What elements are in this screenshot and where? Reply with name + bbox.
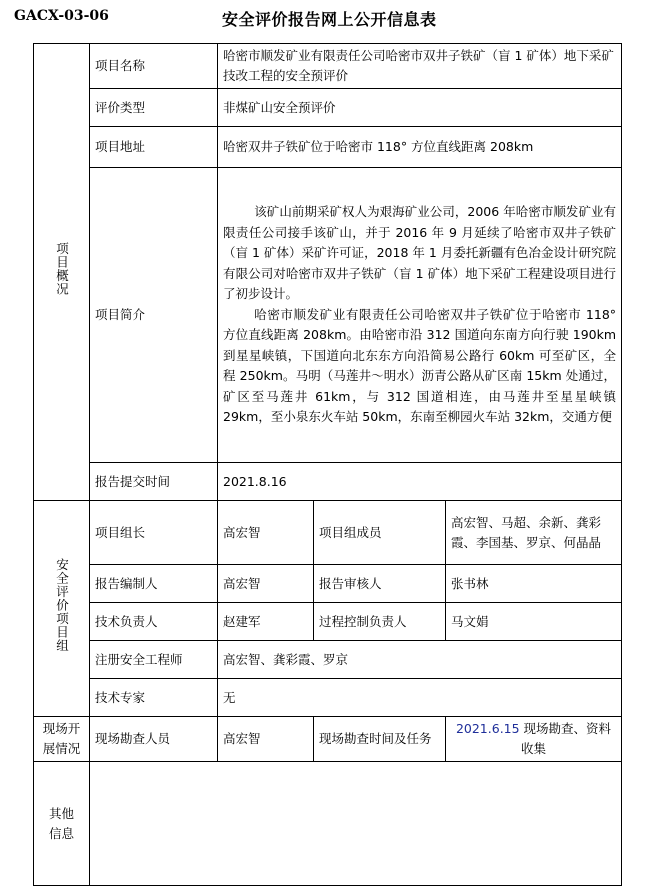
members-value: 高宏智、马超、余新、龚彩霞、李国基、罗京、何晶晶 — [446, 501, 622, 565]
survey-date: 2021.6.15 — [455, 721, 520, 736]
expert-label: 技术专家 — [90, 679, 218, 717]
surveyor-value: 高宏智 — [218, 717, 314, 762]
section-team-label: 安全评价项目组 — [54, 558, 70, 653]
leader-label: 项目组长 — [90, 501, 218, 565]
process-label: 过程控制负责人 — [314, 603, 446, 641]
form-title: 安全评价报告网上公开信息表 — [222, 10, 437, 29]
submit-time-value: 2021.8.16 — [218, 463, 622, 501]
project-name-label: 项目名称 — [90, 44, 218, 89]
eval-type-value: 非煤矿山安全预评价 — [218, 89, 622, 127]
engineer-label: 注册安全工程师 — [90, 641, 218, 679]
section-site: 现场开展情况 — [34, 717, 90, 762]
summary-paragraph-1: 该矿山前期采矿权人为艰海矿业公司，2006 年哈密市顺发矿业有限责任公司接手该矿山，并于 2016 年 9 月延续了哈密市双井子铁矿（盲 1 矿体）采矿许可证，2018 年 1 月委托新疆有色冶金设计研究院有限公司对哈密市双井子铁矿（盲 1 矿体）地下采矿工程建设项目进行了初步设计。 — [223, 204, 617, 302]
summary-value — [218, 168, 622, 463]
form-code: GACX-03-06 — [14, 8, 109, 24]
reviewer-value: 张书林 — [446, 565, 622, 603]
summary-paragraph-2: 哈密市顺发矿业有限责任公司哈密双井子铁矿位于哈密市 118° 方位直线距离 208km。由哈密市沿 312 国道向东南方向行驶 190km 到星星峡镇，下国道向北东东方向沿简易公路行 60km 可至矿区，全程 250km。马明（马莲井～明水）沥青公路从矿区南 15km 处通过，矿区至马莲井 61km，与 312 国道相连，由马莲井至星星峡镇 29km，至小泉东火车站 50km，东南至柳园火车站 32km，交通方便 — [223, 306, 617, 425]
engineer-value: 高宏智、龚彩霞、罗京 — [218, 641, 622, 679]
author-value: 高宏智 — [218, 565, 314, 603]
section-other — [34, 762, 90, 886]
project-name-value: 哈密市顺发矿业有限责任公司哈密市双井子铁矿（盲 1 矿体）地下采矿技改工程的安全预评价 — [218, 44, 622, 89]
section-other-label: 其他信息 — [48, 805, 74, 841]
section-overview — [34, 44, 90, 501]
submit-time-label: 报告提交时间 — [90, 463, 218, 501]
survey-task: 现场勘查、资料收集 — [519, 721, 612, 756]
eval-type-label: 评价类型 — [90, 89, 218, 127]
tech-lead-label: 技术负责人 — [90, 603, 218, 641]
section-overview-label: 项目概况 — [54, 242, 70, 296]
info-table — [33, 43, 622, 886]
author-label: 报告编制人 — [90, 565, 218, 603]
section-team — [34, 501, 90, 717]
time-task-label: 现场勘查时间及任务 — [314, 717, 446, 762]
surveyor-label: 现场勘查人员 — [90, 717, 218, 762]
members-label: 项目组成员 — [314, 501, 446, 565]
leader-value: 高宏智 — [218, 501, 314, 565]
process-value: 马文娟 — [446, 603, 622, 641]
tech-lead-value: 赵建军 — [218, 603, 314, 641]
expert-value: 无 — [218, 679, 622, 717]
other-value — [90, 762, 622, 886]
summary-label: 项目简介 — [90, 168, 218, 463]
address-value: 哈密双井子铁矿位于哈密市 118° 方位直线距离 208km — [218, 127, 622, 168]
address-label: 项目地址 — [90, 127, 218, 168]
reviewer-label: 报告审核人 — [314, 565, 446, 603]
time-task-value — [446, 717, 622, 762]
